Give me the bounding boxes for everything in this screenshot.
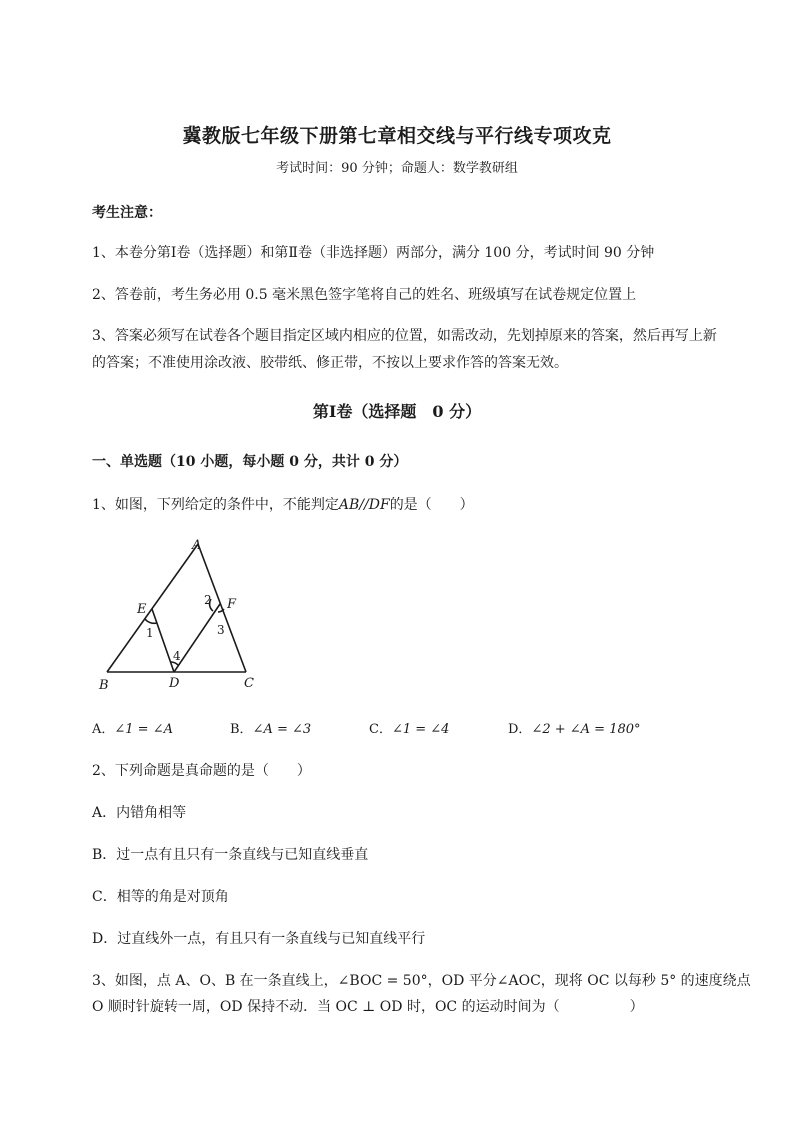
question-2-option-d[interactable]: D．过直线外一点，有且只有一条直线与已知直线平行 bbox=[92, 931, 426, 947]
label-a: A bbox=[192, 538, 202, 553]
question-3-line-1: 3、如图，点 A、O、B 在一条直线上，∠BOC = 50°，OD 平分∠AOC，现将 OC 以每秒 5° 的速度绕点 bbox=[92, 973, 751, 989]
label-b: B bbox=[99, 678, 109, 693]
page-title: 冀教版七年级下册第七章相交线与平行线专项攻克 bbox=[182, 125, 612, 147]
triangle-figure bbox=[95, 534, 265, 694]
question-2-stem: 2、下列命题是真命题的是（ ） bbox=[92, 763, 311, 779]
option-a-text: ∠1 = ∠A bbox=[114, 722, 173, 737]
label-e: E bbox=[137, 602, 147, 617]
segment-ba bbox=[107, 544, 198, 672]
segment-ac bbox=[198, 544, 246, 672]
option-c-text: ∠1 = ∠4 bbox=[391, 722, 450, 737]
question-2-option-c[interactable]: C．相等的角是对顶角 bbox=[92, 889, 229, 905]
question-1-option-c[interactable] bbox=[369, 718, 449, 737]
label-angle-3: 3 bbox=[217, 623, 225, 637]
notice-heading: 考生注意： bbox=[92, 205, 162, 221]
question-1-suffix: 的是（ ） bbox=[389, 497, 474, 513]
question-1-option-d[interactable] bbox=[508, 718, 641, 737]
notice-item-1: 1、本卷分第Ⅰ卷（选择题）和第Ⅱ卷（非选择题）两部分，满分 100 分，考试时间 90 分钟 bbox=[92, 245, 655, 261]
label-angle-2: 2 bbox=[204, 593, 212, 607]
question-1-option-b[interactable] bbox=[230, 718, 311, 737]
question-1-option-a[interactable] bbox=[92, 718, 173, 737]
label-c: C bbox=[244, 676, 254, 691]
question-1-stem bbox=[92, 494, 474, 514]
label-angle-1: 1 bbox=[146, 626, 154, 640]
exam-info: 考试时间：90 分钟；命题人：数学教研组 bbox=[276, 161, 518, 176]
question-1-prefix: 1、如图，下列给定的条件中，不能判定 bbox=[92, 497, 339, 513]
part-title: 一、单选题（10 小题，每小题 0 分，共计 0 分） bbox=[92, 454, 408, 470]
section-title: 第Ⅰ卷（选择题 0 分） bbox=[312, 402, 482, 421]
question-2-option-a[interactable]: A．内错角相等 bbox=[92, 805, 187, 821]
segment-df bbox=[174, 604, 220, 672]
option-b-label: B． bbox=[230, 722, 253, 737]
question-3-line-2: O 顺时针旋转一周，OD 保持不动．当 OC ⊥ OD 时，OC 的运动时间为（ ） bbox=[92, 999, 644, 1015]
option-b-text: ∠A = ∠3 bbox=[252, 722, 312, 737]
option-a-label: A． bbox=[92, 722, 115, 737]
notice-item-3: 3、答案必须写在试卷各个题目指定区域内相应的位置，如需改动，先划掉原来的答案，然后再写上新 bbox=[92, 328, 717, 344]
question-2-option-b[interactable]: B．过一点有且只有一条直线与已知直线垂直 bbox=[92, 847, 369, 863]
question-1-math: AB//DF bbox=[338, 497, 390, 513]
notice-item-2: 2、答卷前，考生务必用 0.5 毫米黑色签字笔将自己的姓名、班级填写在试卷规定位置上 bbox=[92, 287, 637, 303]
option-d-text: ∠2 + ∠A = 180° bbox=[531, 722, 641, 737]
label-angle-4: 4 bbox=[173, 649, 181, 663]
notice-item-3-cont: 的答案；不准使用涂改液、胶带纸、修正带，不按以上要求作答的答案无效。 bbox=[92, 355, 568, 371]
option-c-label: C． bbox=[369, 722, 392, 737]
label-d: D bbox=[169, 676, 180, 691]
segment-ed bbox=[152, 609, 174, 672]
option-d-label: D． bbox=[508, 722, 532, 737]
label-f: F bbox=[227, 597, 237, 612]
